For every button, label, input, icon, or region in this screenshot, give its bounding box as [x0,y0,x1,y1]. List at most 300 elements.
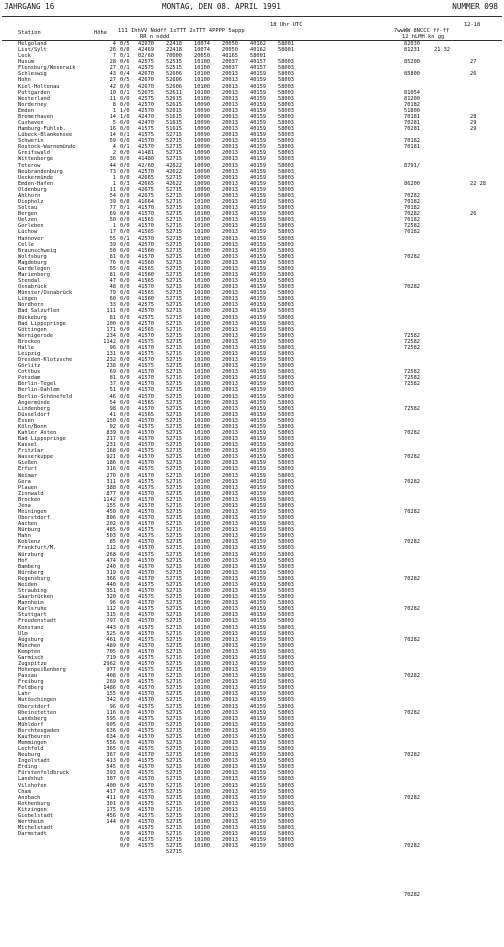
c6-cell: 40159 [250,223,266,230]
c5-cell: 20013 [222,764,238,771]
hoehe-cell: 393 [106,770,116,777]
hoehe-cell: 14 [109,113,116,120]
c2-cell: 41575 [138,484,154,491]
c8-cell: 82030 [404,41,420,47]
c7-cell: 58003 [278,162,294,169]
c7-cell: 58003 [278,95,294,102]
c6-cell: 40159 [250,709,266,716]
c5-cell: 20013 [222,168,238,175]
c2-cell: 41575 [138,703,154,710]
hoehe-cell: 315 [106,612,116,619]
c4-cell: 10100 [194,819,210,825]
c3-cell: 52715 [166,375,182,382]
c4-cell: 10100 [194,83,210,90]
c1-cell: 0/0 [120,788,130,795]
station-cell: Freiburg [18,679,44,686]
c7-cell: 58003 [278,636,294,643]
c5-cell: 20013 [222,162,238,169]
c4-cell: 10100 [194,733,210,740]
c4-cell: 10100 [194,691,210,698]
c3-cell: 52715 [166,381,182,388]
c2-cell: 41575 [138,533,154,540]
c7-cell: 58003 [278,837,294,844]
hoehe-cell: 388 [106,484,116,491]
station-cell: Essen [18,417,34,424]
c7-cell: 58003 [278,600,294,607]
c5-cell: 20013 [222,606,238,613]
hoehe-cell: 81 [109,253,116,260]
c6-cell: 40159 [250,381,266,388]
c5-cell: 20013 [222,600,238,607]
c5-cell: 20013 [222,71,238,78]
c6-cell: 40159 [250,150,266,157]
c6-cell: 40159 [250,496,266,503]
c2-cell: 42575 [138,59,154,66]
c8-cell [404,910,420,916]
c5-cell: 20013 [222,624,238,631]
c4-cell: 10100 [194,800,210,807]
c5-cell: 20013 [222,150,238,157]
c7-cell: 58003 [278,630,294,637]
hoehe-cell: 42 [109,83,116,90]
c5-cell: 20013 [222,369,238,376]
c5-cell: 20013 [222,642,238,649]
c2-cell: 41575 [138,126,154,133]
c6-cell: 40159 [250,332,266,339]
c4-cell: 10100 [194,259,210,266]
station-cell: Angermünde [18,399,50,406]
c3-cell: 52715 [166,806,182,813]
c6-cell: 40159 [250,393,266,400]
station-cell: Gera [18,478,31,485]
hoehe-cell: 92 [109,423,116,430]
c4-cell: 10100 [194,71,210,78]
hoehe-cell: 4 [112,144,116,151]
c4-cell: 10100 [194,284,210,291]
c5-cell: 20013 [222,715,238,722]
c2-cell: 41570 [138,648,154,655]
c1-cell: 0/1 [120,205,130,212]
c7-cell: 58003 [278,721,294,728]
c6-cell: 40159 [250,138,266,145]
c2-cell: 41575 [138,594,154,601]
station-cell: Erfurt [18,466,38,473]
c3-cell: 52715 [166,241,182,248]
c4-cell: 10100 [194,423,210,430]
c3-cell: 52715 [166,466,182,473]
c5-cell: 20013 [222,265,238,272]
hoehe-cell: 96 [109,703,116,710]
c10-cell [470,941,486,947]
c7-cell: 58003 [278,417,294,424]
c5-cell: 20013 [222,588,238,595]
station-cell: Husum [18,59,34,66]
c7-cell: 58003 [278,253,294,260]
c5-cell: 20013 [222,770,238,777]
code-column-7 [278,41,294,849]
c1-cell: 0/0 [120,758,130,765]
c4-cell: 10100 [194,788,210,795]
c5-cell: 20013 [222,685,238,692]
c1-cell: 0/0 [120,83,130,90]
hoehe-cell: 131 [106,350,116,357]
station-cell: Kahler Asten [18,430,57,436]
hoehe-cell: 474 [106,557,116,564]
header-rule [2,16,502,17]
c4-cell: 10100 [194,746,210,753]
c7-cell: 58003 [278,545,294,552]
c5-cell: 20037 [222,65,238,72]
c7-cell: 58003 [278,265,294,272]
c5-cell: 20013 [222,399,238,406]
c4-cell: 10100 [194,247,210,254]
hoehe-cell: 55 [109,265,116,272]
station-cell: Bamberg [18,563,41,570]
hoehe-cell: 440 [106,581,116,588]
c2-cell: 41570 [138,460,154,467]
hoehe-cell: 269 [106,679,116,686]
c6-cell: 40159 [250,721,266,728]
c1-cell: 0/0 [120,478,130,485]
c8-cell: 85800 [404,71,420,78]
c5-cell: 20013 [222,326,238,333]
hoehe-cell: 10 [109,89,116,96]
c1-cell: 0/0 [120,284,130,291]
c6-cell: 40162 [250,47,266,54]
station-cell: Flensburg/Weserwik [18,65,76,72]
c2-cell: 41570 [138,502,154,509]
c1-cell: 0/6 [120,59,130,66]
c1-cell: 0/0 [120,247,130,254]
c4-cell: 10100 [194,782,210,789]
c2-cell: 42670 [138,71,154,78]
station-cell: Osnabrück [18,284,47,291]
c3-cell: 52715 [166,460,182,467]
c6-cell: 40159 [250,843,266,850]
c1-cell: 0/0 [120,733,130,740]
c1-cell: 0/0 [120,630,130,637]
c2-cell: 41575 [138,770,154,777]
c5-cell: 20013 [222,387,238,394]
hoehe-cell: 8 [112,101,116,108]
station-cell: Oberstdorf [18,515,50,522]
c6-cell: 40159 [250,120,266,127]
c5-cell: 20013 [222,843,238,850]
c6-cell: 40159 [250,235,266,242]
c5-cell: 20013 [222,660,238,667]
c4-cell: 10100 [194,326,210,333]
c3-cell: 52715 [166,642,182,649]
station-cell: Weiden [18,581,38,588]
c6-cell: 40159 [250,472,266,479]
c6-cell: 40159 [250,132,266,139]
c2-cell: 42570 [138,235,154,242]
c2-cell: 42469 [138,47,154,54]
c3-cell: 52715 [166,357,182,364]
c5-cell: 20013 [222,703,238,710]
c6-cell: 40159 [250,290,266,297]
station-cell: Göttingen [18,326,47,333]
c8-cell: 81200 [404,95,420,102]
c1-cell: 0/0 [120,612,130,619]
c4-cell: 10100 [194,478,210,485]
c7-cell: 58003 [278,271,294,278]
hoehe-cell: 26 [109,47,116,54]
station-cell: Neubrandenburg [18,168,63,175]
hoehe-cell: 456 [106,812,116,819]
c5-cell: 20013 [222,223,238,230]
c6-cell: 58001 [250,53,266,60]
station-cell: Mannheim [18,600,44,607]
c5-cell: 20013 [222,259,238,266]
c3-cell: 52715 [166,673,182,680]
c6-cell: 40159 [250,344,266,351]
station-cell: Straubing [18,588,47,595]
hoehe-cell: 342 [106,697,116,704]
height-column-header: Höhe [94,30,107,36]
station-cell: Bad Salzuflen [18,308,60,315]
station-cell: Giebelstadt [18,812,54,819]
c1-cell: 0/4 [120,71,130,78]
c4-cell: 10100 [194,95,210,102]
c3-cell: 52715 [166,454,182,461]
c4-cell: 10100 [194,59,210,66]
c2-cell: 41570 [138,794,154,801]
c4-cell: 10100 [194,739,210,746]
c2-cell: 41570 [138,806,154,813]
c2-cell: 42/60 [138,162,154,169]
hoehe-cell: 202 [106,521,116,528]
c7-cell: 58003 [278,843,294,850]
c3-cell: 52715 [166,253,182,260]
right-subgroups-header: 12 hLMH kn gg [402,34,445,40]
c4-cell: 10100 [194,199,210,206]
c1-cell: 0/1 [120,144,130,151]
c6-cell: 40159 [250,752,266,759]
station-cell: Kitzingen [18,806,47,813]
station-cell: Bad Lippspringe [18,320,66,327]
c5-cell: 20013 [222,545,238,552]
c4-cell: 10100 [194,703,210,710]
c3-cell: 52715 [166,691,182,698]
c2-cell: 41575 [138,727,154,734]
c4-cell: 10100 [194,509,210,516]
c4-cell: 10100 [194,211,210,218]
c1-cell: 0/0 [120,557,130,564]
c1-cell: 0/0 [120,448,130,455]
hoehe-cell: 100 [106,320,116,327]
c1-cell: 0/0 [120,533,130,540]
c4-cell: 10100 [194,381,210,388]
c8-cell: 70181 [404,113,420,120]
c4-cell: 10100 [194,721,210,728]
c6-cell: 40159 [250,800,266,807]
c1-cell: 0/0 [120,770,130,777]
hoehe-cell: 96 [109,600,116,607]
c7-cell: 58003 [278,825,294,832]
station-cell: Schwerin [18,138,44,145]
c6-cell: 40159 [250,819,266,825]
hoehe-cell: 59 [109,138,116,145]
c1-cell: 0/0 [120,265,130,272]
c3-cell: 52715 [166,812,182,819]
c1-cell: 0/1 [120,132,130,139]
station-cell: Magdeburg [18,259,47,266]
c6-cell: 40159 [250,363,266,370]
c4-cell: 10090 [194,192,210,199]
c7-cell: 58003 [278,812,294,819]
c7-cell: 58003 [278,120,294,127]
c5-cell: 20013 [222,569,238,576]
station-cell: Landsberg [18,715,47,722]
c5-cell: 20013 [222,302,238,309]
c2-cell: 41575 [138,746,154,753]
c3-cell: 52715 [166,679,182,686]
c1-cell: 0/0 [120,168,130,175]
c4-cell: 10100 [194,563,210,570]
c3-cell: 52715 [166,417,182,424]
c7-cell: 58003 [278,350,294,357]
c2-cell: 41575 [138,448,154,455]
code-column-9 [434,41,450,904]
c1-cell: 0/0 [120,229,130,236]
c2-cell: 42570 [138,168,154,175]
c3-cell: 52715 [166,776,182,783]
c4-cell: 10100 [194,569,210,576]
c4-cell: 10100 [194,417,210,424]
c7-cell: 58003 [278,308,294,315]
c5-cell: 20013 [222,679,238,686]
c2-cell: 41570 [138,357,154,364]
c3-cell: 52715 [166,423,182,430]
c5-cell: 20013 [222,496,238,503]
station-cell: Kaufbeuren [18,733,50,740]
c7-cell: 58003 [278,448,294,455]
c3-cell: 52715 [166,259,182,266]
c2-cell: 42670 [138,83,154,90]
c5-cell: 20013 [222,314,238,321]
hoehe-cell: 69 [109,369,116,376]
c7-cell: 58003 [278,211,294,218]
c2-cell: 41560 [138,271,154,278]
c5-cell: 20013 [222,819,238,825]
c1-cell: 0/0 [120,539,130,546]
c3-cell: 52715 [166,667,182,674]
c6-cell: 40159 [250,95,266,102]
c2-cell: 41570 [138,588,154,595]
c4-cell: 10090 [194,186,210,193]
c3-cell: 52715 [166,685,182,692]
hoehe-cell: 51 [109,387,116,394]
c4-cell: 10100 [194,752,210,759]
hoehe-cell: 150 [106,417,116,424]
c1-cell: 0/0 [120,375,130,382]
station-cell: Plauen [18,484,38,491]
c5-cell: 20013 [222,478,238,485]
c6-cell: 40159 [250,460,266,467]
c7-cell: 58001 [278,41,294,47]
c7-cell: 58003 [278,782,294,789]
c3-cell: 52715 [166,758,182,765]
c3-cell: 52715 [166,205,182,212]
c3-cell: 52715 [166,837,182,844]
station-cell: Karlsruhe [18,606,47,613]
c2-cell: 41570 [138,739,154,746]
c6-cell: 40159 [250,399,266,406]
c2-cell: 41570 [138,709,154,716]
c3-cell: 52715 [166,727,182,734]
code-subgroups-header: RR n nddd [140,34,170,40]
c8-cell: 81054 [404,89,420,96]
c1-cell: 0/0 [120,594,130,601]
station-cell: Passau [18,673,38,680]
station-cell: Cottbus [18,369,41,376]
station-cell: Nordhorn [18,302,44,309]
c2-cell: 41560 [138,259,154,266]
c7-cell: 58003 [278,83,294,90]
c2-cell: 41560 [138,296,154,303]
c4-cell: 10100 [194,490,210,497]
c7-cell: 58003 [278,776,294,783]
c2-cell: 42575 [138,314,154,321]
c3-cell: 52715 [166,308,182,315]
station-cell: Frankfurt/M. [18,545,57,552]
c4-cell: 10100 [194,436,210,443]
c7-cell: 58003 [278,326,294,333]
c10-cell: 26 [470,71,477,78]
c3-cell: 52715 [166,174,182,181]
station-cell: Gießen [18,460,38,467]
hoehe-cell: 55 [109,235,116,242]
c2-cell: 41570 [138,673,154,680]
c4-cell: 10100 [194,484,210,491]
station-cell: Nürburg [18,527,41,534]
c3-cell: 42622 [166,162,182,169]
c4-cell: 10100 [194,399,210,406]
c6-cell: 40159 [250,581,266,588]
c6-cell: 40159 [250,211,266,218]
c7-cell: 58003 [278,229,294,236]
station-cell: Aachen [18,521,38,528]
c3-cell: 52606 [166,83,182,90]
c1-cell: 0/0 [120,667,130,674]
c7-cell: 58003 [278,594,294,601]
station-cell: Wasserkuppe [18,454,54,461]
c1-cell: 0/0 [120,192,130,199]
station-cell: Oberstdorf [18,703,50,710]
c2-cell: 42470 [138,113,154,120]
station-cell: Hohenpeißenberg [18,667,66,674]
station-cell: Hahn [18,533,31,540]
c1-cell: 0/0 [120,120,130,127]
c5-cell: 20013 [222,533,238,540]
c2-cell: 41570 [138,284,154,291]
c4-cell: 10100 [194,557,210,564]
c10-cell: 29 [470,120,477,127]
c2-cell: 41570 [138,393,154,400]
c2-cell: 41480 [138,156,154,163]
c7-cell: 58003 [278,150,294,157]
c4-cell: 10100 [194,551,210,558]
c6-cell: 40159 [250,77,266,84]
c5-cell: 20013 [222,211,238,218]
station-cell: Diepholz [18,199,44,206]
c5-cell: 20013 [222,594,238,601]
station-cell: Gardelegen [18,265,50,272]
c1-cell: 0/0 [120,430,130,436]
c2-cell: 42665 [138,180,154,187]
c1-cell: 0/0 [120,271,130,278]
